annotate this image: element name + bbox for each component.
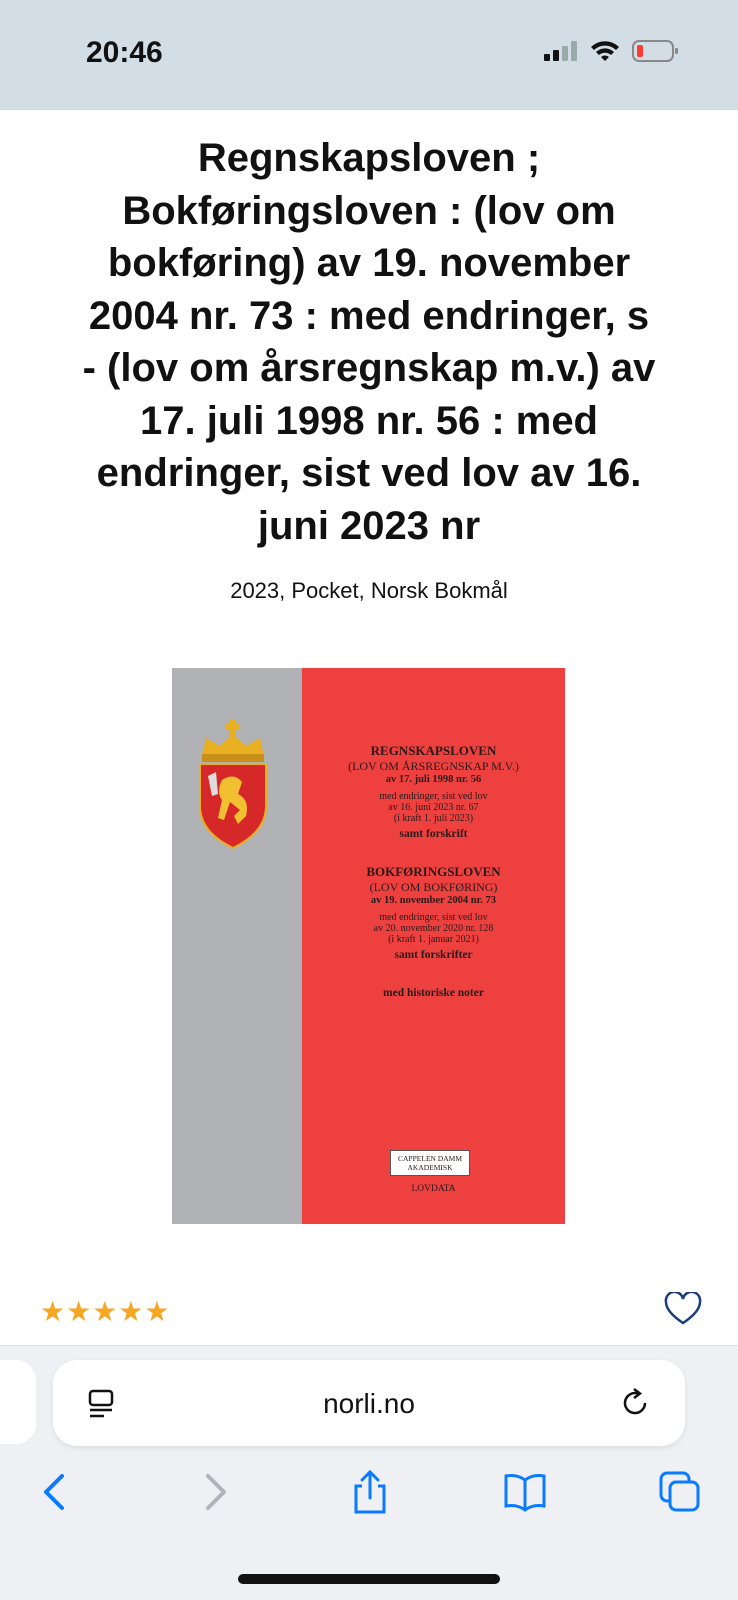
browser-toolbar [0,1346,738,1600]
publisher-line: CAPPELEN DAMM [398,1154,462,1163]
cover-heading-2: BOKFØRINGSLOVEN [366,864,501,879]
favorite-heart-icon[interactable] [664,1292,702,1326]
title-line: 2004 nr. 73 : med endringer, s [88,293,650,338]
previous-tab-preview[interactable] [0,1360,36,1444]
title-line: juni 2023 nr [257,503,481,548]
publisher-line: AKADEMISK [407,1163,453,1172]
back-icon[interactable] [34,1470,78,1514]
cover-date-1: av 17. juli 1998 nr. 56 [385,774,482,785]
reload-icon[interactable] [621,1388,651,1418]
title-line: Regnskapsloven ; [197,136,541,180]
cover-subheading-1: (LOV OM ÅRSREGNSKAP M.V.) [348,759,519,773]
wifi-icon [590,40,620,62]
forward-icon[interactable] [192,1470,236,1514]
cover-text: (i kraft 1. juli 2023) [393,813,474,824]
status-time: 20:46 [86,36,163,69]
cover-notes: med historiske noter [383,987,484,999]
lovdata-label: LOVDATA [411,1184,456,1194]
address-bar[interactable] [53,1360,685,1446]
home-indicator [238,1574,500,1584]
cover-text: med endringer, sist ved lov [379,791,488,802]
title-line: 17. juli 1998 nr. 56 : med [139,398,598,443]
cover-text: med endringer, sist ved lov [379,912,488,923]
bookmarks-icon[interactable] [503,1470,547,1514]
title-line: endringer, sist ved lov av 16. [96,451,642,495]
cover-heading-1: REGNSKAPSLOVEN [370,743,497,758]
cover-date-2: av 19. november 2004 nr. 73 [370,895,497,906]
cover-text: samt forskrift [399,828,468,840]
cover-text: (i kraft 1. januar 2021) [388,934,479,945]
title-line: bokføring) av 19. november [107,241,631,285]
coat-of-arms-icon [194,720,274,850]
product-format: 2023, Pocket, Norsk Bokmål [230,578,508,603]
url-text[interactable]: norli.no [323,1388,415,1419]
book-cover-image[interactable] [172,668,565,1224]
tabs-icon[interactable] [658,1470,702,1514]
cover-subheading-2: (LOV OM BOKFØRING) [369,880,498,894]
cellular-signal-icon [544,41,578,61]
title-line: - (lov om årsregnskap m.v.) av [82,346,656,390]
cover-text: samt forskrifter [394,949,473,961]
rating-stars: ★★★★★ [40,1296,171,1327]
status-bar [0,0,738,110]
battery-low-icon [632,40,678,62]
cover-text: av 20. november 2020 nr. 128 [373,923,494,934]
publisher-logo [390,1150,470,1176]
cover-text: av 16. juni 2023 nr. 67 [388,802,479,813]
product-title [30,132,708,552]
title-line: Bokføringsloven : (lov om [122,188,616,233]
share-icon[interactable] [348,1470,392,1514]
